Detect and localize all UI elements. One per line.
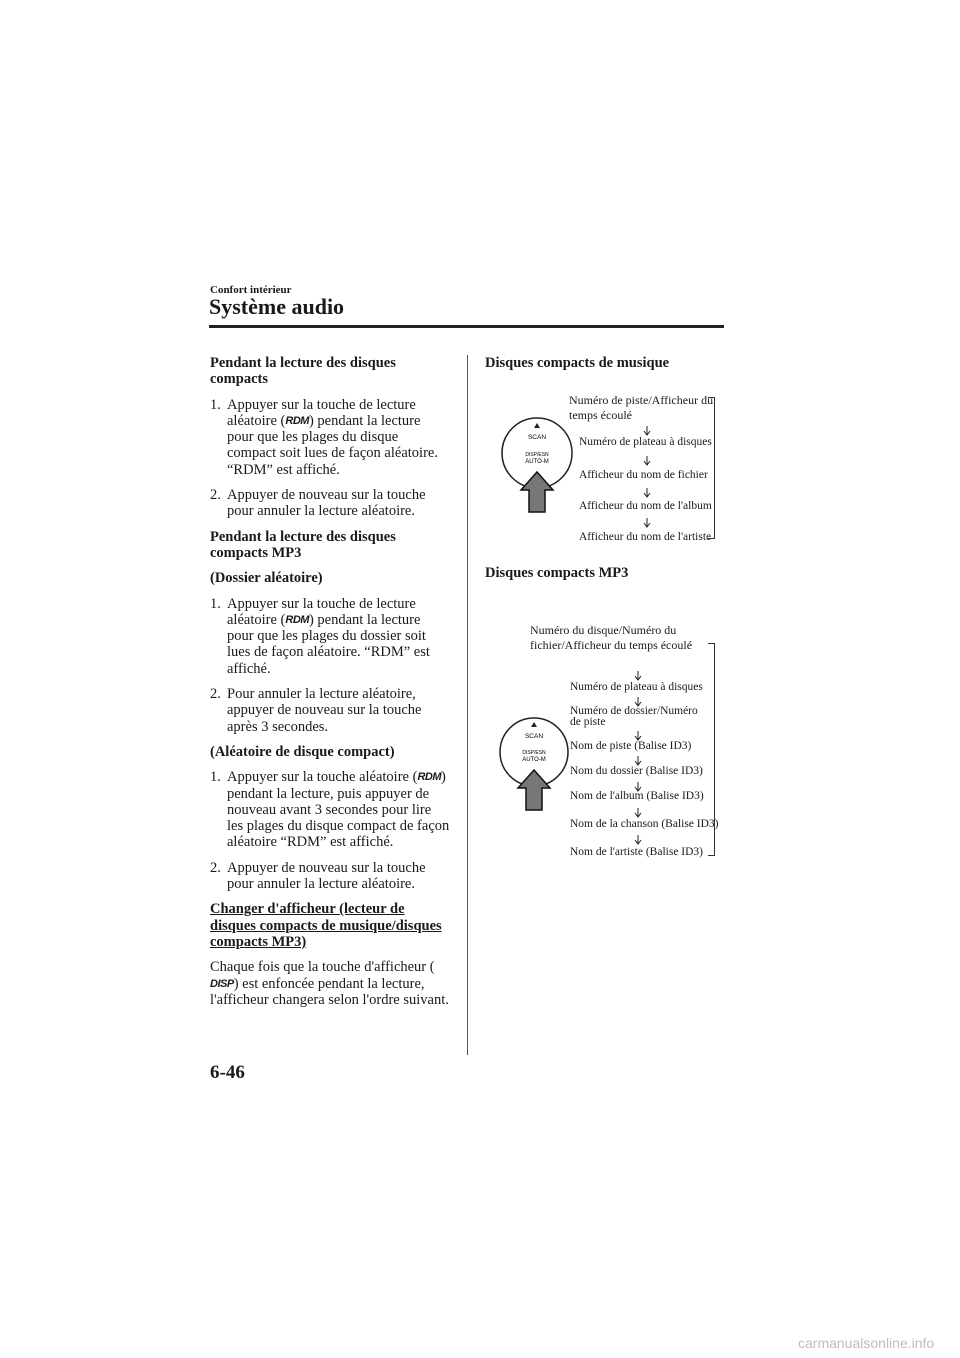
cd-display-item: Afficheur du nom de l'artiste bbox=[579, 531, 712, 543]
paragraph-display bbox=[210, 959, 450, 1008]
loop-bracket bbox=[708, 397, 715, 539]
step-1 bbox=[210, 769, 450, 850]
left-column bbox=[210, 355, 450, 1008]
down-arrow-icon bbox=[634, 808, 642, 818]
step-text: Appuyer de nouveau sur la touche pour annuler la lecture aléatoire. bbox=[227, 487, 426, 520]
paragraph-text: ) est enfoncée pendant la lecture, l'afficheur changera selon l'ordre suivant. bbox=[210, 975, 449, 1008]
step-text: Appuyer sur la touche aléatoire ( bbox=[227, 769, 418, 786]
column-divider bbox=[467, 355, 468, 1055]
heading-change-display: Changer d'afficheur (lecteur de disques compacts de musique/disques compacts MP3) bbox=[210, 901, 442, 950]
paragraph-text: Chaque fois que la touche d'afficheur ( bbox=[210, 959, 435, 976]
step-number: 1. bbox=[210, 595, 221, 612]
down-arrow-icon bbox=[643, 488, 651, 498]
down-arrow-icon bbox=[634, 835, 642, 845]
watermark: carmanualsonline.info bbox=[798, 1335, 935, 1351]
knob-auto-label: AUTO-M bbox=[525, 459, 549, 465]
section-label: Confort intérieur bbox=[210, 284, 292, 296]
step-text: Appuyer de nouveau sur la touche pour annuler la lecture aléatoire. bbox=[227, 859, 426, 893]
step-text: ) pendant la lecture, puis appuyer de nouveau avant 3 secondes pour lire les plages du disque compact de façon aléatoire “RDM” est affiché. bbox=[227, 769, 450, 851]
cd-display-item: Numéro de piste/Afficheur du temps écoulé bbox=[569, 393, 714, 422]
mp3-display-item: Nom de l'artiste (Balise ID3) bbox=[570, 846, 704, 858]
step-number: 1. bbox=[210, 396, 221, 413]
heading-music-cd: Disques compacts de musique bbox=[485, 355, 670, 371]
knob-cd-illustration bbox=[495, 410, 587, 516]
mp3-display-item: Nom du dossier (Balise ID3) bbox=[570, 765, 703, 777]
mp3-display-item: Nom de l'album (Balise ID3) bbox=[570, 790, 704, 802]
step-number: 2. bbox=[210, 686, 221, 703]
cd-display-item: Numéro de plateau à disques bbox=[579, 436, 712, 448]
page-title: Système audio bbox=[209, 294, 345, 319]
heading-mp3-playback: Pendant la lecture des disques compacts MP3 bbox=[210, 528, 396, 561]
step-2 bbox=[210, 860, 450, 893]
knob-scan-label: SCAN bbox=[524, 733, 544, 740]
step-text: Pour annuler la lecture aléatoire, appuyer de nouveau sur la touche après 3 secondes. bbox=[227, 686, 422, 735]
heading-cd-playback: Pendant la lecture des disques compacts bbox=[210, 355, 396, 388]
step-number: 1. bbox=[210, 769, 221, 786]
step-1 bbox=[210, 397, 450, 478]
knob-scan-label: SCAN bbox=[527, 434, 547, 441]
cd-display-item: Afficheur du nom de l'album bbox=[579, 500, 712, 512]
rdm-button-icon: RDM bbox=[285, 613, 309, 626]
down-arrow-icon bbox=[643, 518, 651, 528]
step-text: ) pendant la lecture pour que les plages du dossier soit lues de façon aléatoire. “RDM” est affiché. bbox=[227, 611, 430, 677]
down-arrow-icon bbox=[643, 426, 651, 436]
knob-mp3-illustration bbox=[490, 712, 582, 818]
step-2 bbox=[210, 686, 450, 735]
mp3-display-item: Nom de la chanson (Balise ID3) bbox=[570, 818, 719, 830]
mp3-display-item: Numéro de plateau à disques bbox=[570, 681, 703, 693]
step-1 bbox=[210, 596, 450, 677]
rdm-button-icon: RDM bbox=[417, 771, 441, 784]
heading-mp3-cd: Disques compacts MP3 bbox=[485, 565, 629, 581]
disp-button-icon: DISP bbox=[210, 977, 234, 990]
knob-disp-label: DISP/ESN bbox=[522, 750, 546, 756]
page-number: 6-46 bbox=[210, 1062, 245, 1083]
step-text: ) pendant la lecture pour que les plages du disque compact soit lues de façon aléatoire. “RDM” est affiché. bbox=[227, 412, 438, 478]
step-2 bbox=[210, 487, 450, 520]
step-number: 2. bbox=[210, 859, 221, 876]
header-rule bbox=[209, 325, 724, 328]
down-arrow-icon bbox=[634, 671, 642, 681]
knob-auto-label: AUTO-M bbox=[522, 757, 546, 763]
knob-disp-label: DISP/ESN bbox=[525, 452, 549, 458]
heading-disc-random: (Aléatoire de disque compact) bbox=[210, 743, 395, 760]
mp3-display-item: Nom de piste (Balise ID3) bbox=[570, 740, 692, 752]
heading-folder-random: (Dossier aléatoire) bbox=[210, 570, 323, 587]
step-text: Appuyer sur la touche de lecture aléatoire ( bbox=[227, 396, 416, 429]
mp3-display-item: Numéro du disque/Numéro du fichier/Afficheur du temps écoulé bbox=[530, 623, 693, 652]
step-text: Appuyer sur la touche de lecture aléatoire ( bbox=[227, 595, 416, 628]
cd-display-item: Afficheur du nom de fichier bbox=[579, 469, 708, 481]
rdm-button-icon: RDM bbox=[285, 414, 309, 427]
down-arrow-icon bbox=[643, 456, 651, 466]
step-number: 2. bbox=[210, 487, 221, 504]
mp3-display-item: Numéro de dossier/Numéro de piste bbox=[570, 705, 698, 728]
